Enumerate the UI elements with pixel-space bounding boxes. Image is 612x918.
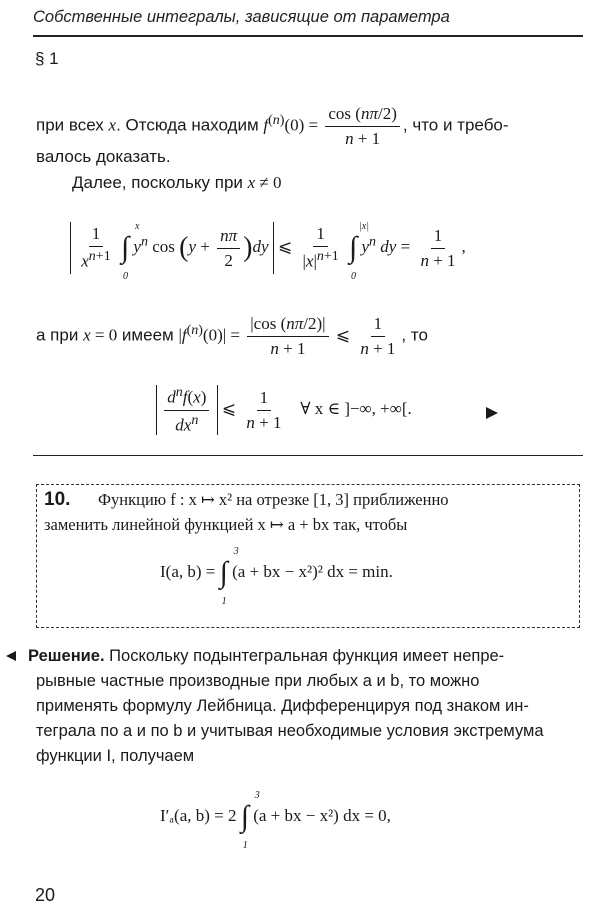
page-number: 20	[35, 885, 56, 905]
solution-equation: I′ₐ(a, b) = 2 ∫ 3 1 (a + bx − x²) dx = 0,	[160, 790, 391, 851]
end-of-proof-icon	[486, 407, 498, 419]
problem-line-2: заменить линейной функцией x ↦ a + bx так, чтобы	[44, 515, 408, 534]
display-equation-2: $\frac{d^nf(x)}{dx^n}$ ⩽ $\frac{1}{n + 1}$ ∀ x ∈ ]−∞, +∞[.	[156, 385, 412, 435]
text-line-3: Далее, поскольку при x ≠ 0	[72, 173, 282, 192]
solution-start-icon	[6, 651, 16, 661]
solution-line-2: рывные частные производные при любых a и b, то можно	[36, 672, 480, 690]
solution-line-3: применять формулу Лейбница. Дифференцируя под знаком ин-	[36, 697, 529, 715]
problem-line-1: Функцию f : x ↦ x² на отрезке [1, 3] приближенно	[98, 490, 449, 509]
display-equation-1: $\frac{1}{x^{n+1}}$ ∫ x 0 $y^n$ cos (y + $\frac{n\pi}{2}$ )dy ⩽ $\frac{1}{|x|^{n+1}}$ ∫ |x| 0 $y^n$ dy = $\frac{1}{n + 1}$ ,	[70, 222, 466, 274]
problem-equation: I(a, b) = ∫ 3 1 (a + bx − x²)² dx = min.	[160, 546, 393, 607]
text-line-2: валось доказать.	[36, 147, 171, 166]
solution-line-5: функции I, получаем	[36, 747, 195, 765]
text-line-4: а при x = 0 имеем $|f^{(n)}(0)|$ = $\frac{|\cos (n\pi/2)|}{n + 1}$ ⩽ $\frac{1}{n + 1}$ , то	[36, 314, 428, 358]
problem-number: 10.	[44, 489, 71, 510]
header-rule	[33, 35, 583, 37]
solution-line-1: Решение. Поскольку подынтегральная функция имеет непре-	[28, 647, 505, 665]
section-mark: § 1	[35, 49, 59, 68]
solution-line-4: теграла по a и по b и учитывая необходимые условия экстремума	[36, 722, 544, 740]
running-title: Собственные интегралы, зависящие от параметра	[33, 8, 450, 26]
text-line-1: при всех x. Отсюда находим $f^{(n)}(0)$ = $\frac{\cos (n\pi/2)}{n + 1}$ , что и требо-	[36, 104, 509, 148]
divider	[33, 455, 583, 456]
